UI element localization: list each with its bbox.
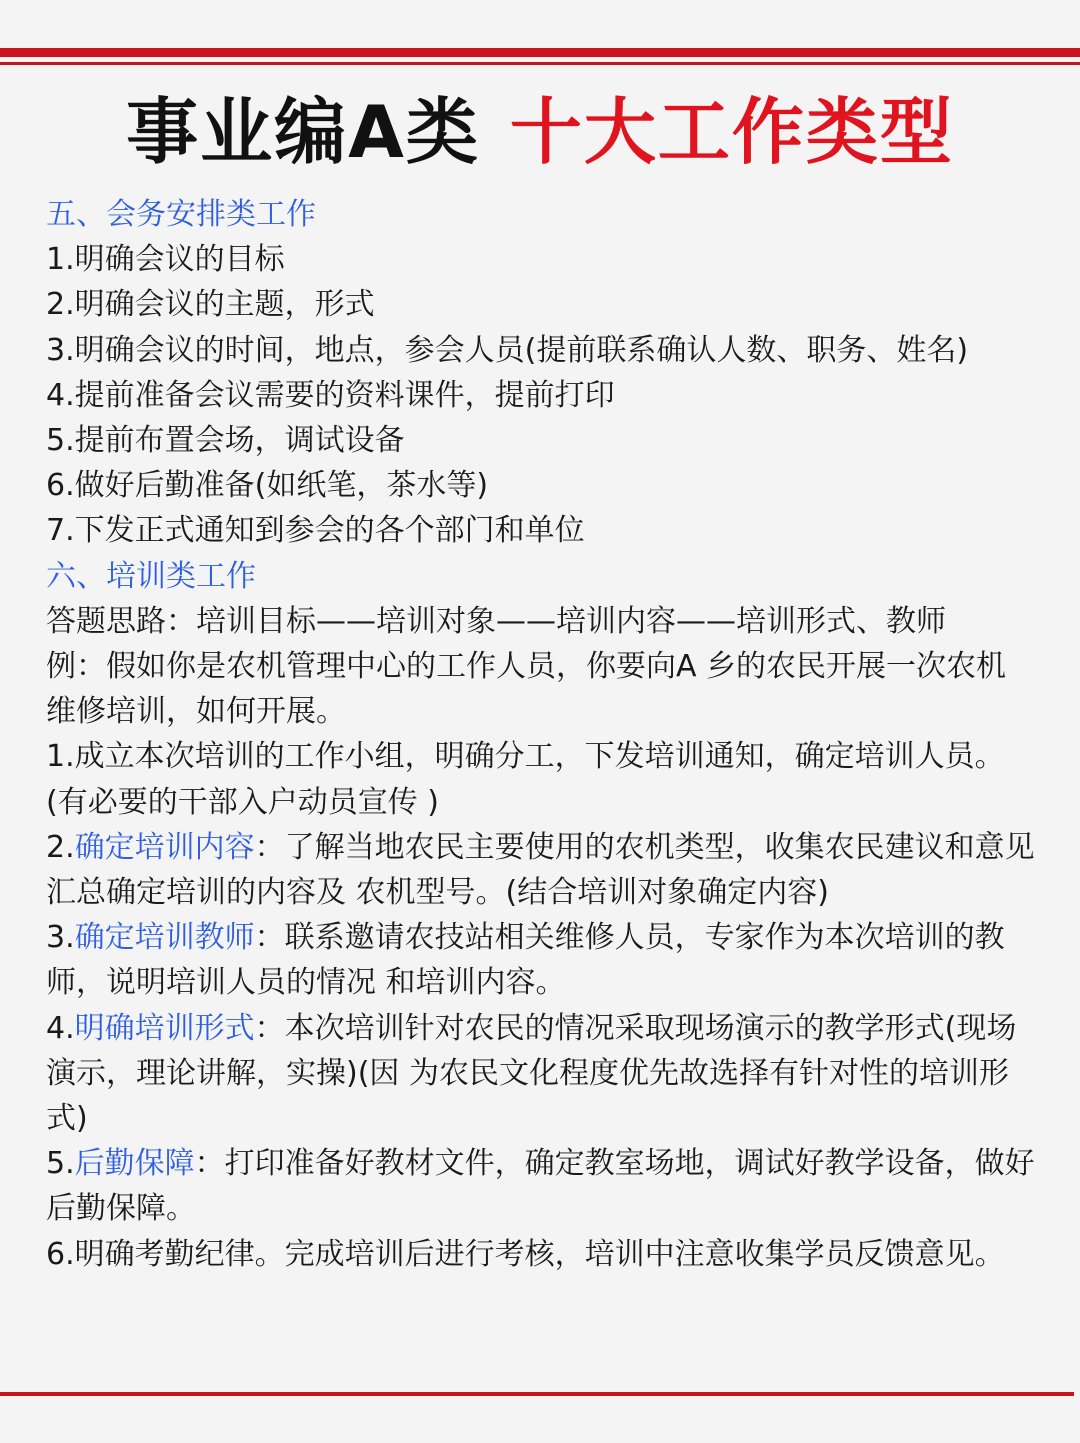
section5-item-5: 5.提前布置会场，调试设备 (46, 423, 405, 459)
step-text: ：了解当地农民主要使用的农机类型，收集农民建议和意见汇总确定培训的内容及 农机型号。(结合培训对象确定内容) (46, 829, 1035, 911)
step-number: 3. (46, 920, 75, 956)
section6-approach: 答题思路：培训目标——培训对象——培训内容——培训形式、教师 (46, 603, 946, 639)
step-key-phrase: 确定培训教师 (74, 920, 255, 956)
section6-heading: 六、培训类工作 (46, 558, 256, 594)
section5-item-4: 4.提前准备会议需要的资料课件，提前打印 (46, 377, 615, 413)
section5-item-7: 7.下发正式通知到参会的各个部门和单位 (46, 513, 585, 549)
step-text: ：联系邀请农技站相关维修人员，专家作为本次培训的教师，说明培训人员的情况 和培训内容。 (46, 920, 1005, 1001)
top-red-rule-thin (0, 62, 1080, 65)
section6-step-6 (46, 1232, 1036, 1277)
section5-item-1: 1.明确会议的目标 (46, 242, 285, 278)
section5-item-6: 6.做好后勤准备(如纸笔，茶水等) (46, 468, 489, 504)
step-key-phrase: 明确培训形式 (74, 1010, 255, 1046)
step-number: 2. (46, 829, 75, 865)
step-key-phrase: 确定培训内容 (74, 829, 255, 865)
step-text: ：本次培训针对农民的情况采取现场演示的教学形式(现场演示，理论讲解，实操)(因 为农民文化程度优先故选择有针对性的培训形式) (46, 1010, 1017, 1137)
section5-item-2: 2.明确会议的主题，形式 (46, 287, 375, 323)
page-title (0, 82, 1080, 182)
step-text: ：打印准备好教材文件，确定教室场地，调试好教学设备，做好后勤保障。 (46, 1146, 1035, 1227)
section6-step-3 (46, 915, 1036, 1005)
step-text: 成立本次培训的工作小组，明确分工，下发培训通知，确定培训人员。(有必要的干部入户动员宣传 ) (46, 739, 1005, 820)
step-key-phrase: 后勤保障 (74, 1146, 195, 1182)
document-body (46, 192, 1036, 1277)
section6-step-4 (46, 1006, 1036, 1142)
step-text: 明确考勤纪律。完成培训后进行考核，培训中注意收集学员反馈意见。 (74, 1236, 1005, 1272)
section6-step-5 (46, 1141, 1036, 1231)
step-number: 1. (46, 739, 75, 775)
step-number: 5. (46, 1146, 75, 1182)
title-red-part: 十大工作类型 (509, 90, 954, 174)
section5-item-3: 3.明确会议的时间，地点，参会人员(提前联系确认人数、职务、姓名) (46, 332, 969, 368)
step-number: 4. (46, 1010, 75, 1046)
title-black-part: 事业编A类 (126, 90, 480, 174)
step-number: 6. (46, 1236, 75, 1272)
bottom-red-rule (0, 1392, 1074, 1396)
section6-step-1 (46, 734, 1036, 824)
section6-example: 例：假如你是农机管理中心的工作人员，你要向A 乡的农民开展一次农机维修培训，如何开展。 (46, 649, 1007, 730)
top-red-rule-thick (0, 48, 1080, 57)
section6-step-2 (46, 825, 1036, 915)
section5-heading: 五、会务安排类工作 (46, 197, 316, 232)
